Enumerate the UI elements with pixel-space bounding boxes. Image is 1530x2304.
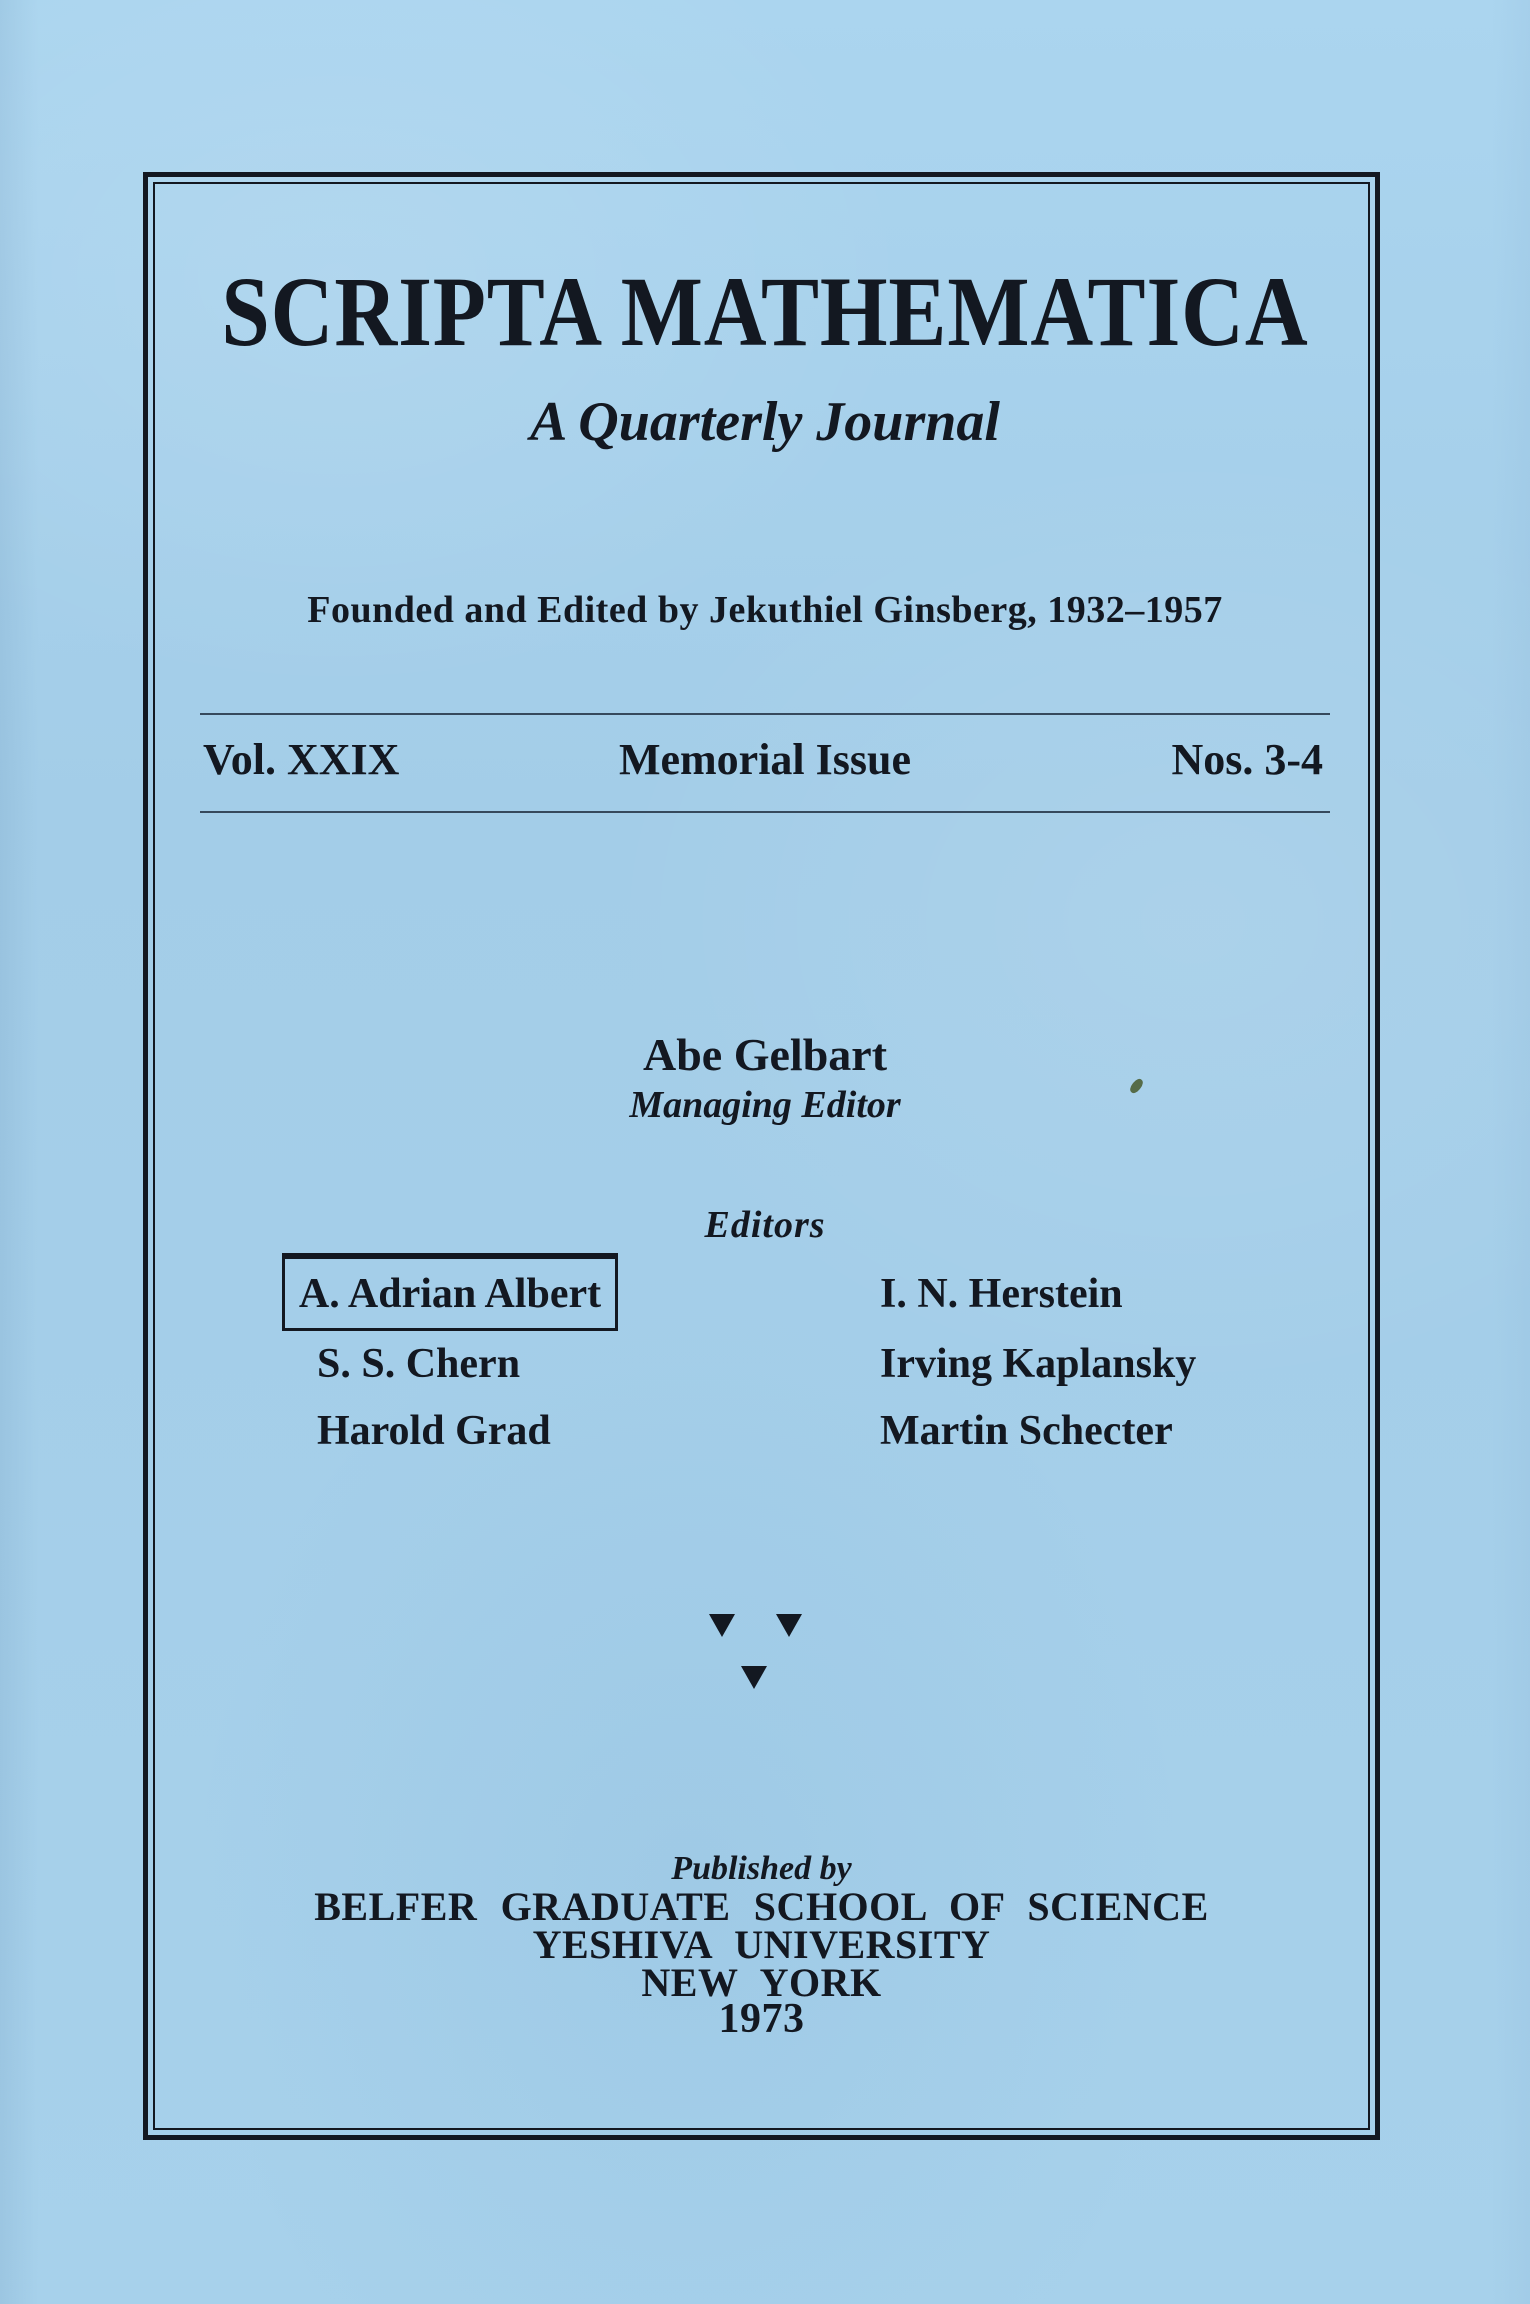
editor-name: Harold Grad [317, 1408, 551, 1454]
triangle-ornament-icon [741, 1666, 767, 1689]
managing-editor-name: Abe Gelbart [642, 1029, 888, 1080]
cover-frame-inner-rule [153, 182, 1370, 2130]
editor-name: I. N. Herstein [880, 1271, 1123, 1317]
horizontal-rule-bottom [200, 811, 1330, 813]
triangle-ornament-icon [709, 1614, 735, 1637]
editors-heading: Editors [704, 1204, 826, 1246]
journal-title: SCRIPTA MATHEMATICA [221, 256, 1309, 367]
issue-title: Memorial Issue [618, 735, 912, 784]
cover-frame-outer-rule [143, 172, 1380, 2140]
issue-numbers: Nos. 3-4 [1171, 735, 1323, 784]
publisher-institution: YESHIVA UNIVERSITY [532, 1922, 991, 1967]
publisher-name: BELFER GRADUATE SCHOOL OF SCIENCE [314, 1884, 1209, 1929]
publication-year: 1973 [718, 1996, 805, 2042]
volume-label: Vol. XXIX [203, 735, 400, 784]
published-by-label: Published by [671, 1850, 852, 1887]
editor-name: Martin Schecter [880, 1408, 1173, 1454]
editor-name: Irving Kaplansky [880, 1341, 1197, 1387]
horizontal-rule-top [200, 713, 1330, 715]
editor-name: A. Adrian Albert [298, 1270, 602, 1317]
journal-subtitle: A Quarterly Journal [530, 391, 1000, 453]
founded-line: Founded and Edited by Jekuthiel Ginsberg, 1932–1957 [307, 589, 1223, 631]
managing-editor-role: Managing Editor [629, 1084, 901, 1126]
editor-name: S. S. Chern [317, 1341, 521, 1387]
boxed-editor-frame [282, 1253, 618, 1331]
publisher-city: NEW YORK [641, 1960, 882, 2005]
triangle-ornament-icon [776, 1614, 802, 1637]
